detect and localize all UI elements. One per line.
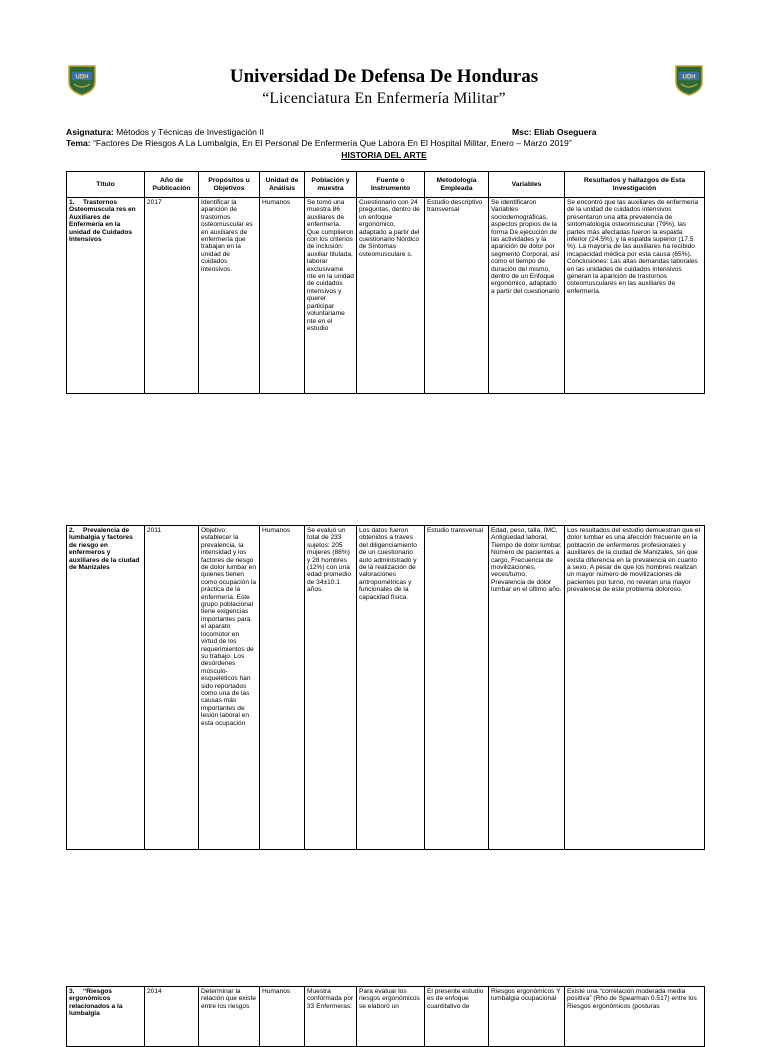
row-anio: 2011 <box>145 526 199 850</box>
row-number: 2. <box>69 527 75 534</box>
header-titulo: Título <box>67 172 145 198</box>
row-title-text: Trastornos Osteomuscula res en Auxiliares de Enfermería en la unidad de Cuidados Intensivos <box>69 199 136 244</box>
header-anio: Año de Publicación <box>145 172 199 198</box>
row-titulo <box>67 987 145 1047</box>
row-variables: Se identificaron Variables sociodemográficas, aspectos propios de la forma De ejecución de las actividades y la aparición de dolor por segmento Corporal, así como el tiempo de duración del mismo, dentro de un Enfoque ergonómico, adaptado a partir del cuestionario <box>489 198 565 394</box>
row-fuente: Los datos fueron obtenidos a traves del diligenciamiento de un cuestionario auto administrado y de la realización de valoraciones antropométricas y funcionales de la capacidad física. <box>357 526 425 850</box>
header-metodologia: Metodología Empleada <box>425 172 489 198</box>
table-row <box>67 198 705 394</box>
row-title-text: Prevalencia de lumbalgia y factores de riesgo en enfermeros y auxiliares de la ciudad de Manizales <box>69 527 140 572</box>
section-title: HISTORIA DEL ARTE <box>341 150 427 160</box>
tema-value: “Factores De Riesgos A La Lumbalgia, En El Personal De Enfermería Que Labora En El Hospital Militar, Enero – Marzo 2019” <box>90 138 572 148</box>
header-poblacion: Población y muestra <box>305 172 357 198</box>
row-anio: 2014 <box>145 987 199 1047</box>
row-resultados: Se encontró que las auxiliares de enfermería de la unidad de cuidados intensivos presentaron una alta prevalencia de sintomatología osteomuscular (79%), las partes más afectadas fueron la espalda inferior (24.5%), y la espalda superior (17.5 %). La mayoría de las auxiliares ha recibido incapacidad médica por esta causa (65%). Conclusiones: Las altas demandas laborales en las unidades de cuidados intensivos generan la aparición de trastornos osteomusculares en las auxiliares de enfermería. <box>565 198 705 394</box>
page-subtitle: “Licenciatura En Enfermería Militar” <box>262 90 506 107</box>
row-fuente: Para evaluar los riesgos ergonómicos se elaboró un <box>357 987 425 1047</box>
row-variables: Edad, peso, talla, IMC, Antigüedad laboral, Tiempo de dolor lumbar, Número de pacientes a cargo, Frecuencia de movilizaciones, veces/turno, Prevalencia de dolor lumbar en el último año. <box>489 526 565 850</box>
row-objetivo: Determinar la relación que existe entre los riesgos <box>199 987 260 1047</box>
row-metodologia: Estudio descriptivo transversal <box>425 198 489 394</box>
header-fuente: Fuente o Instrumento <box>357 172 425 198</box>
logo-text: UDH <box>75 74 89 81</box>
asignatura-line <box>66 127 264 137</box>
table-row <box>67 987 705 1047</box>
row-unidad: Humanos <box>260 987 305 1047</box>
history-table-continued-2 <box>66 986 705 1047</box>
professor-name: Msc: Eliab Oseguera <box>512 127 597 137</box>
asignatura-value: Métodos y Técnicas de Investigación II <box>113 127 265 137</box>
row-anio: 2017 <box>145 198 199 394</box>
asignatura-label: Asignatura: <box>66 127 114 137</box>
row-title-text: “Riesgos ergonómicos relacionados a la lumbalgia <box>69 988 123 1018</box>
history-table-continued <box>66 525 705 850</box>
header-unidad: Unidad de Análisis <box>260 172 305 198</box>
row-titulo <box>67 526 145 850</box>
logo-text: UDH <box>682 74 696 81</box>
row-unidad: Humanos <box>260 198 305 394</box>
header-resultados: Resultados y hallazgos de Esta Investigación <box>565 172 705 198</box>
row-poblacion: Se tomó una muestra 86 auxiliares de enfermería. Que cumplieron con los criterios de inclusión: auxiliar titulada, laborar exclusivame nte en la unidad de cuidados intensivos y querer participar voluntariame nte en el estudio <box>305 198 357 394</box>
row-unidad: Humanos <box>260 526 305 850</box>
row-fuente: Cuestionario con 24 preguntas, dentro de un enfoque ergonómico, adaptado a partir del cuestionario Nórdico de Síntomas osteomusculare s. <box>357 198 425 394</box>
row-resultados: Los resultados del estudio demuestran que el dolor lumbar es una afección frecuente en la población de enfermeros profesionales y auxiliares de la ciudad de Manizales, sin que exista diferencia en la prevalencia en cuanto a sexo. A pesar de que los hombres realizan un mayor número de movilizaciones de pacientes por turno, no revelan una mayor prevalencia de este problema doloroso. <box>565 526 705 850</box>
row-variables: Riesgos ergonómicos Y lumbalgia ocupacional <box>489 987 565 1047</box>
row-poblacion: Muestra conformada por 33 Enfermeras: <box>305 987 357 1047</box>
tema-label: Tema: <box>66 138 91 148</box>
row-number: 1. <box>69 199 75 206</box>
header-objetivos: Propósitos u Objetivos <box>199 172 260 198</box>
row-titulo <box>67 198 145 394</box>
table-row <box>67 526 705 850</box>
header-variables: Variables <box>489 172 565 198</box>
row-metodologia: Estudio transversal <box>425 526 489 850</box>
row-number: 3. <box>69 988 75 995</box>
row-metodologia: El presente estudio es de enfoque cuantitativo de <box>425 987 489 1047</box>
page-title: Universidad De Defensa De Honduras <box>229 66 539 87</box>
row-poblacion: Se evaluó un total de 233 sujetos: 205 mujeres (88%) y 28 hombres (12%) con una edad promedio de 34±10.1 años. <box>305 526 357 850</box>
row-objetivo: Identificar la aparición de trastornos osteomuscular es en auxiliares de enfermería que trabajan en la unidad de cuidados intensivos. <box>199 198 260 394</box>
history-table <box>66 171 705 394</box>
row-objetivo: Objetivo: establecer la prevalencia, la intensidad y los factores de riesgo de dolor lumbar en quienes tienen como ocupación la práctica de la enfermería. Este grupo poblacional tiene exigencias importantes para el aparato locomotor en virtud de los requerimientos de su trabajo. Los desórdenes músculo-esqueléticos han sido reportados como una de las causas más importantes de lesión laboral en esta ocupación <box>199 526 260 850</box>
table-header-row <box>67 172 705 198</box>
row-resultados: Existe una “correlación moderada media positiva” (Rho de Spearman 0.517) entre los Riesgos ergonómicos (posturas <box>565 987 705 1047</box>
tema-line <box>66 138 572 148</box>
